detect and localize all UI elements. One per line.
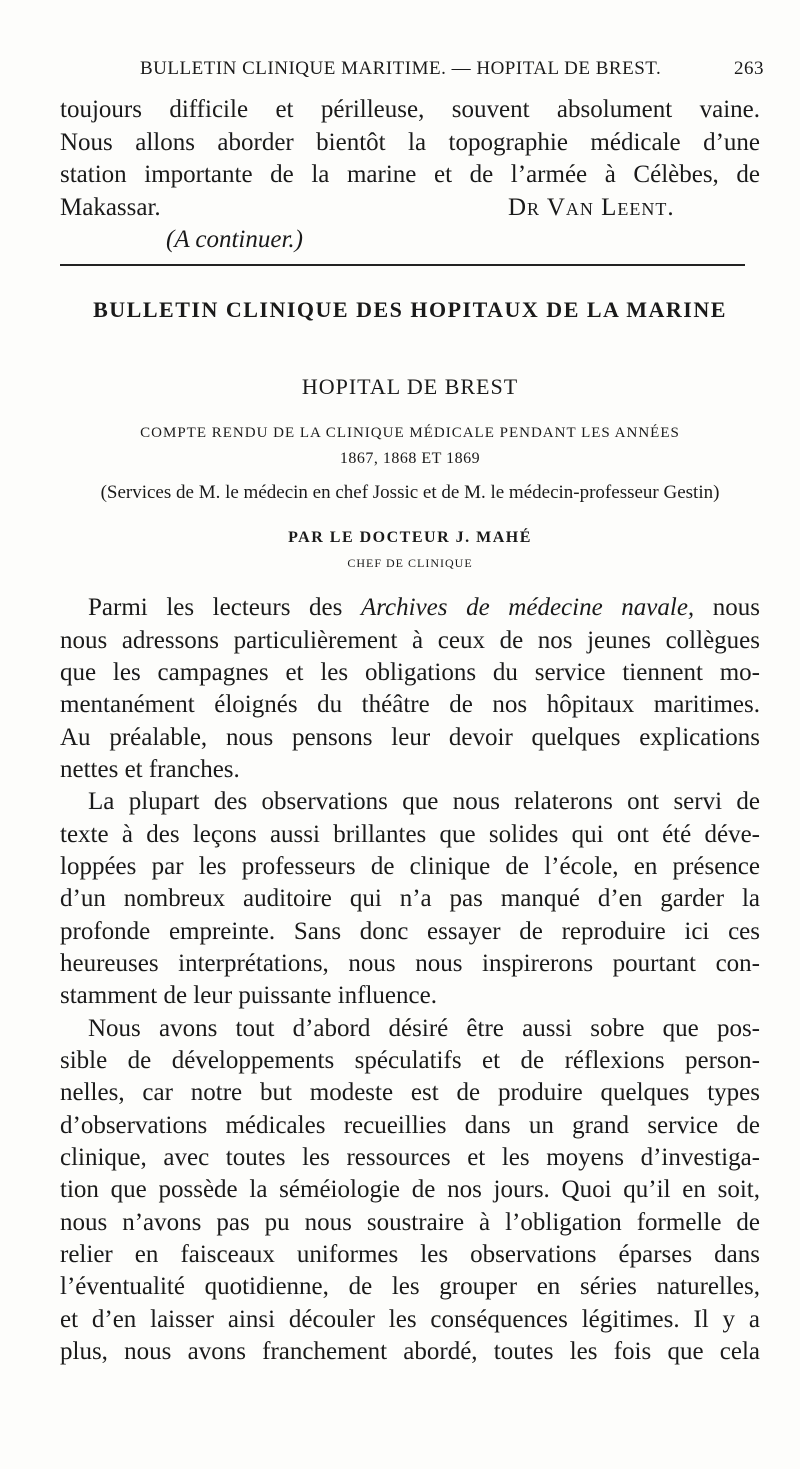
body-line: l’éventualité quotidienne, de les grouper en séries naturelles,: [60, 1273, 760, 1300]
body-line: et d’en laisser ainsi découler les conséquences légitimes. Il y a: [60, 1306, 760, 1333]
body-line: mentanément éloignés du théâtre de nos hôpitaux maritimes.: [60, 691, 760, 718]
journal-title: Archives de médecine navale,: [360, 594, 695, 621]
signoff-author: Dr Van Leent.: [508, 194, 675, 221]
running-head: [140, 58, 764, 86]
body-line: Nous avons tout d’abord désiré être aussi sobre que pos-: [88, 1015, 760, 1042]
body-line: La plupart des observations que nous relaterons ont servi de: [88, 788, 760, 815]
report-years: 1867, 1868 ET 1869: [339, 450, 481, 467]
author-role: CHEF DE CLINIQUE: [347, 556, 473, 570]
section-divider: [60, 264, 745, 266]
previous-article-line: station importante de la marine et de l’armée à Célèbes, de: [60, 161, 760, 188]
signoff-place: Makassar.: [60, 194, 161, 221]
body-line: d’observations médicales recueillies dans un grand service de: [60, 1112, 760, 1139]
body-first-line: [88, 593, 760, 623]
body-line: tion que possède la séméiologie de nos jours. Quoi qu’il en soit,: [60, 1176, 760, 1203]
body-line: Au préalable, nous pensons leur devoir quelques explications: [60, 724, 760, 751]
body-text: Parmi les lecteurs des: [88, 594, 343, 621]
body-line: profonde empreinte. Sans donc essayer de reproduire ici ces: [60, 918, 760, 945]
body-line: loppées par les professeurs de clinique de l’école, en présence: [60, 853, 760, 880]
hospital-title: HOPITAL DE BREST: [301, 374, 519, 399]
body-line: heureuses interprétations, nous nous inspirerons pourtant con-: [60, 950, 760, 977]
body-line: relier en faisceaux uniformes les observations éparses dans: [60, 1241, 760, 1268]
page-number: 263: [734, 58, 764, 79]
previous-article-line: Nous allons aborder bientôt la topographie médicale d’une: [60, 129, 760, 156]
body-line: d’un nombreux auditoire qui n’a pas manqué d’en garder la: [60, 885, 760, 912]
body-line: clinique, avec toutes les ressources et les moyens d’investiga-: [60, 1144, 760, 1171]
services-note: (Services de M. le médecin en chef Jossic et de M. le médecin-professeur Gestin): [100, 482, 720, 503]
body-line: stamment de leur puissante influence.: [60, 982, 437, 1009]
body-line: nelles, car notre but modeste est de produire quelques types: [60, 1079, 760, 1106]
body-text: nous: [712, 594, 761, 621]
body-line: nettes et franches.: [60, 756, 240, 783]
body-line: texte à des leçons aussi brillantes que solides qui ont été déve-: [60, 821, 760, 848]
running-head-title: BULLETIN CLINIQUE MARITIME. — HOPITAL DE BREST.: [140, 58, 662, 79]
section-title: BULLETIN CLINIQUE DES HOPITAUX DE LA MARINE: [93, 297, 727, 322]
author-byline: PAR LE DOCTEUR J. MAHÉ: [288, 529, 532, 546]
body-line: que les campagnes et les obligations du service tiennent mo-: [60, 659, 760, 686]
body-line: sible de développements spéculatifs et de réflexions person-: [60, 1047, 760, 1074]
body-line: nous adressons particulièrement à ceux de nos jeunes collègues: [60, 627, 760, 654]
previous-article-line: toujours difficile et périlleuse, souvent absolument vaine.: [60, 96, 760, 123]
continue-note: (A continuer.): [166, 226, 304, 253]
report-title: COMPTE RENDU DE LA CLINIQUE MÉDICALE PENDANT LES ANNÉES: [140, 425, 680, 441]
body-line: nous n’avons pas pu nous soustraire à l’obligation formelle de: [60, 1209, 760, 1236]
body-line: plus, nous avons franchement abordé, toutes les fois que cela: [60, 1338, 760, 1365]
